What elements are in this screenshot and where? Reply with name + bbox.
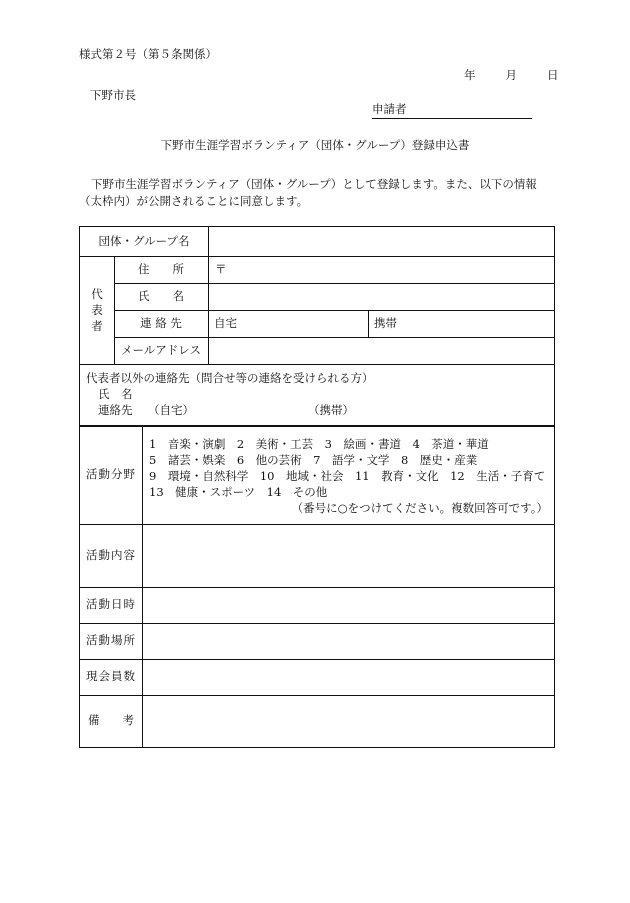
group-name-input[interactable] bbox=[210, 229, 550, 254]
name-label: 氏 名 bbox=[138, 288, 184, 303]
email-input[interactable] bbox=[210, 339, 550, 362]
group-name-label: 団体・グループ名 bbox=[98, 233, 190, 248]
contact-label: 連 絡 先 bbox=[140, 315, 182, 330]
activity-field-note: （番号に○をつけてください。複数回答可です。） bbox=[291, 501, 548, 515]
activity-field-option-line[interactable]: 5 諸芸・娯楽 6 他の芸術 7 語学・文学 8 歴史・産業 bbox=[149, 453, 478, 467]
activity-place-input[interactable] bbox=[144, 625, 550, 657]
activity-content-input[interactable] bbox=[144, 526, 550, 585]
activity-field-option-line[interactable]: 9 環境・自然科学 10 地域・社会 11 教育・文化 12 生活・子育て bbox=[149, 469, 546, 483]
members-count-input[interactable] bbox=[144, 661, 550, 693]
intro-text: 下野市生涯学習ボランティア（団体・グループ）として登録します。また、以下の情報（太枠内）が公開されることに同意します。 bbox=[79, 177, 537, 208]
members-count-label: 現会員数 bbox=[86, 669, 136, 684]
date-year: 年 bbox=[464, 68, 476, 82]
date-month: 月 bbox=[505, 68, 517, 82]
home-phone-label: 自宅 bbox=[214, 316, 237, 330]
address-input[interactable] bbox=[230, 258, 550, 281]
activity-field-option-line[interactable]: 13 健康・スポーツ 14 その他 bbox=[149, 485, 328, 499]
other-contact-name-label: 氏 名 bbox=[98, 387, 133, 401]
activity-date-label: 活動日時 bbox=[86, 597, 136, 612]
addressee: 下野市長 bbox=[90, 88, 136, 102]
activity-field-option-line[interactable]: 1 音楽・演劇 2 美術・工芸 3 絵画・書道 4 茶道・華道 bbox=[149, 437, 489, 451]
date-day: 日 bbox=[547, 68, 559, 82]
form-reference: 様式第２号（第５条関係） bbox=[79, 47, 217, 61]
representative-label: 代 表 者 bbox=[91, 287, 103, 333]
activity-table bbox=[79, 425, 555, 748]
other-contact-mobile-label: （携帯） bbox=[308, 403, 354, 417]
activity-field-label: 活動分野 bbox=[86, 467, 136, 482]
activity-content-label: 活動内容 bbox=[86, 547, 136, 562]
activity-place-label: 活動場所 bbox=[86, 633, 136, 648]
other-contact-contact-label: 連絡先 bbox=[98, 403, 133, 417]
other-contact-home-label: （自宅） bbox=[148, 403, 194, 417]
page-title: 下野市生涯学習ボランティア（団体・グループ）登録申込書 bbox=[160, 138, 470, 152]
date-line bbox=[464, 70, 559, 82]
remarks-input[interactable] bbox=[144, 697, 550, 745]
mobile-phone-label: 携帯 bbox=[374, 316, 397, 330]
email-label: メールアドレス bbox=[121, 342, 201, 357]
other-contact-heading: 代表者以外の連絡先（問合せ等の連絡を受けられる方） bbox=[86, 371, 374, 385]
postal-mark: 〒 bbox=[215, 262, 227, 276]
remarks-label: 備 考 bbox=[88, 713, 134, 728]
activity-date-input[interactable] bbox=[144, 589, 550, 621]
address-label: 住 所 bbox=[138, 261, 184, 276]
registration-table bbox=[79, 226, 555, 427]
applicant-field[interactable]: 申請者 bbox=[372, 104, 532, 119]
name-input[interactable] bbox=[210, 285, 550, 308]
